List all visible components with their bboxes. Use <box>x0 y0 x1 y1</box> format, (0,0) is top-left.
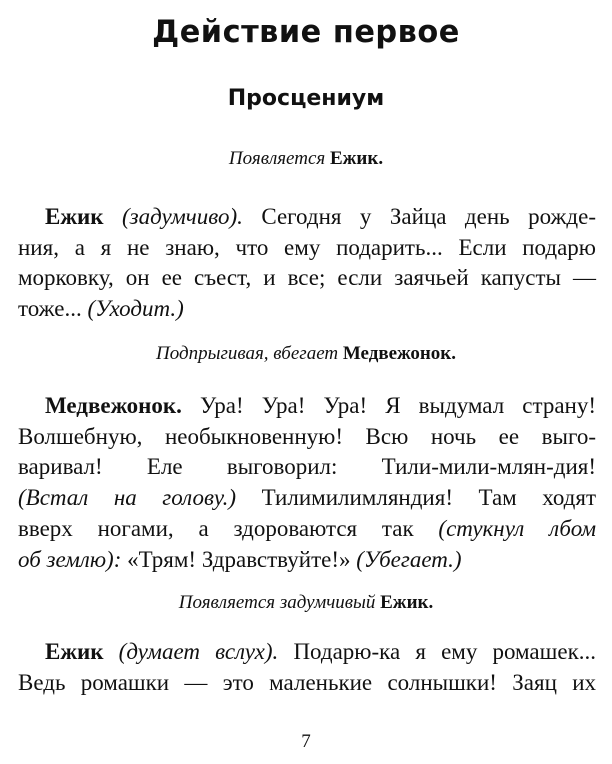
stage-direction-text: Появляется <box>228 148 330 169</box>
page-number: 7 <box>301 731 311 752</box>
dialogue-text: Тилимилимляндия! Там ходят <box>236 485 596 511</box>
stage-direction-character: Медвежонок. <box>342 343 456 364</box>
dialogue-text: вверх ногами, а здороваются так <box>18 515 439 541</box>
dialogue-text: «Трям! Здравствуйте!» <box>121 546 357 572</box>
stage-direction-3 <box>0 592 612 614</box>
stage-direction-text: Появляется задумчивый <box>178 592 381 613</box>
dialogue-text: Сегодня у Зайца день рожде- <box>242 204 597 229</box>
stage-remark: (думает вслух). <box>103 639 279 664</box>
stage-remark: (Убегает.) <box>356 546 462 572</box>
speaker-name: Медвежонок. <box>45 393 182 418</box>
stage-direction-character: Ежик. <box>380 592 434 613</box>
dialogue-text: Волшебную, необыкновенную! Всю ночь ее выго- <box>18 423 596 449</box>
dialogue-hedgehog-1 <box>18 202 596 325</box>
dialogue-text: морковку, он ее съест, и все; если заячьей капусты — <box>18 265 596 291</box>
stage-direction-text: Подпрыгивая, вбегает <box>156 343 343 364</box>
speaker-name: Ежик <box>45 204 104 229</box>
dialogue-text: тоже... <box>18 296 88 322</box>
dialogue-text: Ура! Ура! Ура! Я выдумал страну! <box>181 393 596 418</box>
speaker-name: Ежик <box>45 639 104 664</box>
stage-remark: об землю): <box>18 546 122 572</box>
stage-direction-2 <box>0 343 612 365</box>
dialogue-text: ния, а я не знаю, что ему подарить... Если подарю <box>18 234 596 260</box>
dialogue-text: Подарю-ка я ему ромашек... <box>278 639 596 664</box>
stage-remark: (стукнул лбом <box>438 515 596 541</box>
stage-remark: (Уходит.) <box>87 296 184 322</box>
dialogue-text: варивал! Еле выговорил: Тили-мили-млян-дия! <box>18 454 596 480</box>
stage-direction-character: Ежик. <box>329 148 384 169</box>
dialogue-hedgehog-2 <box>18 637 596 698</box>
stage-remark: (задумчиво). <box>122 204 243 229</box>
scene-title: Просцениум <box>227 86 385 111</box>
dialogue-text: Ведь ромашки — это маленькие солнышки! Заяц их <box>18 669 596 695</box>
stage-remark: (Встал на голову.) <box>18 485 237 511</box>
stage-direction-1 <box>0 148 612 170</box>
dialogue-bear-cub <box>18 391 596 575</box>
act-title: Действие первое <box>152 14 460 50</box>
